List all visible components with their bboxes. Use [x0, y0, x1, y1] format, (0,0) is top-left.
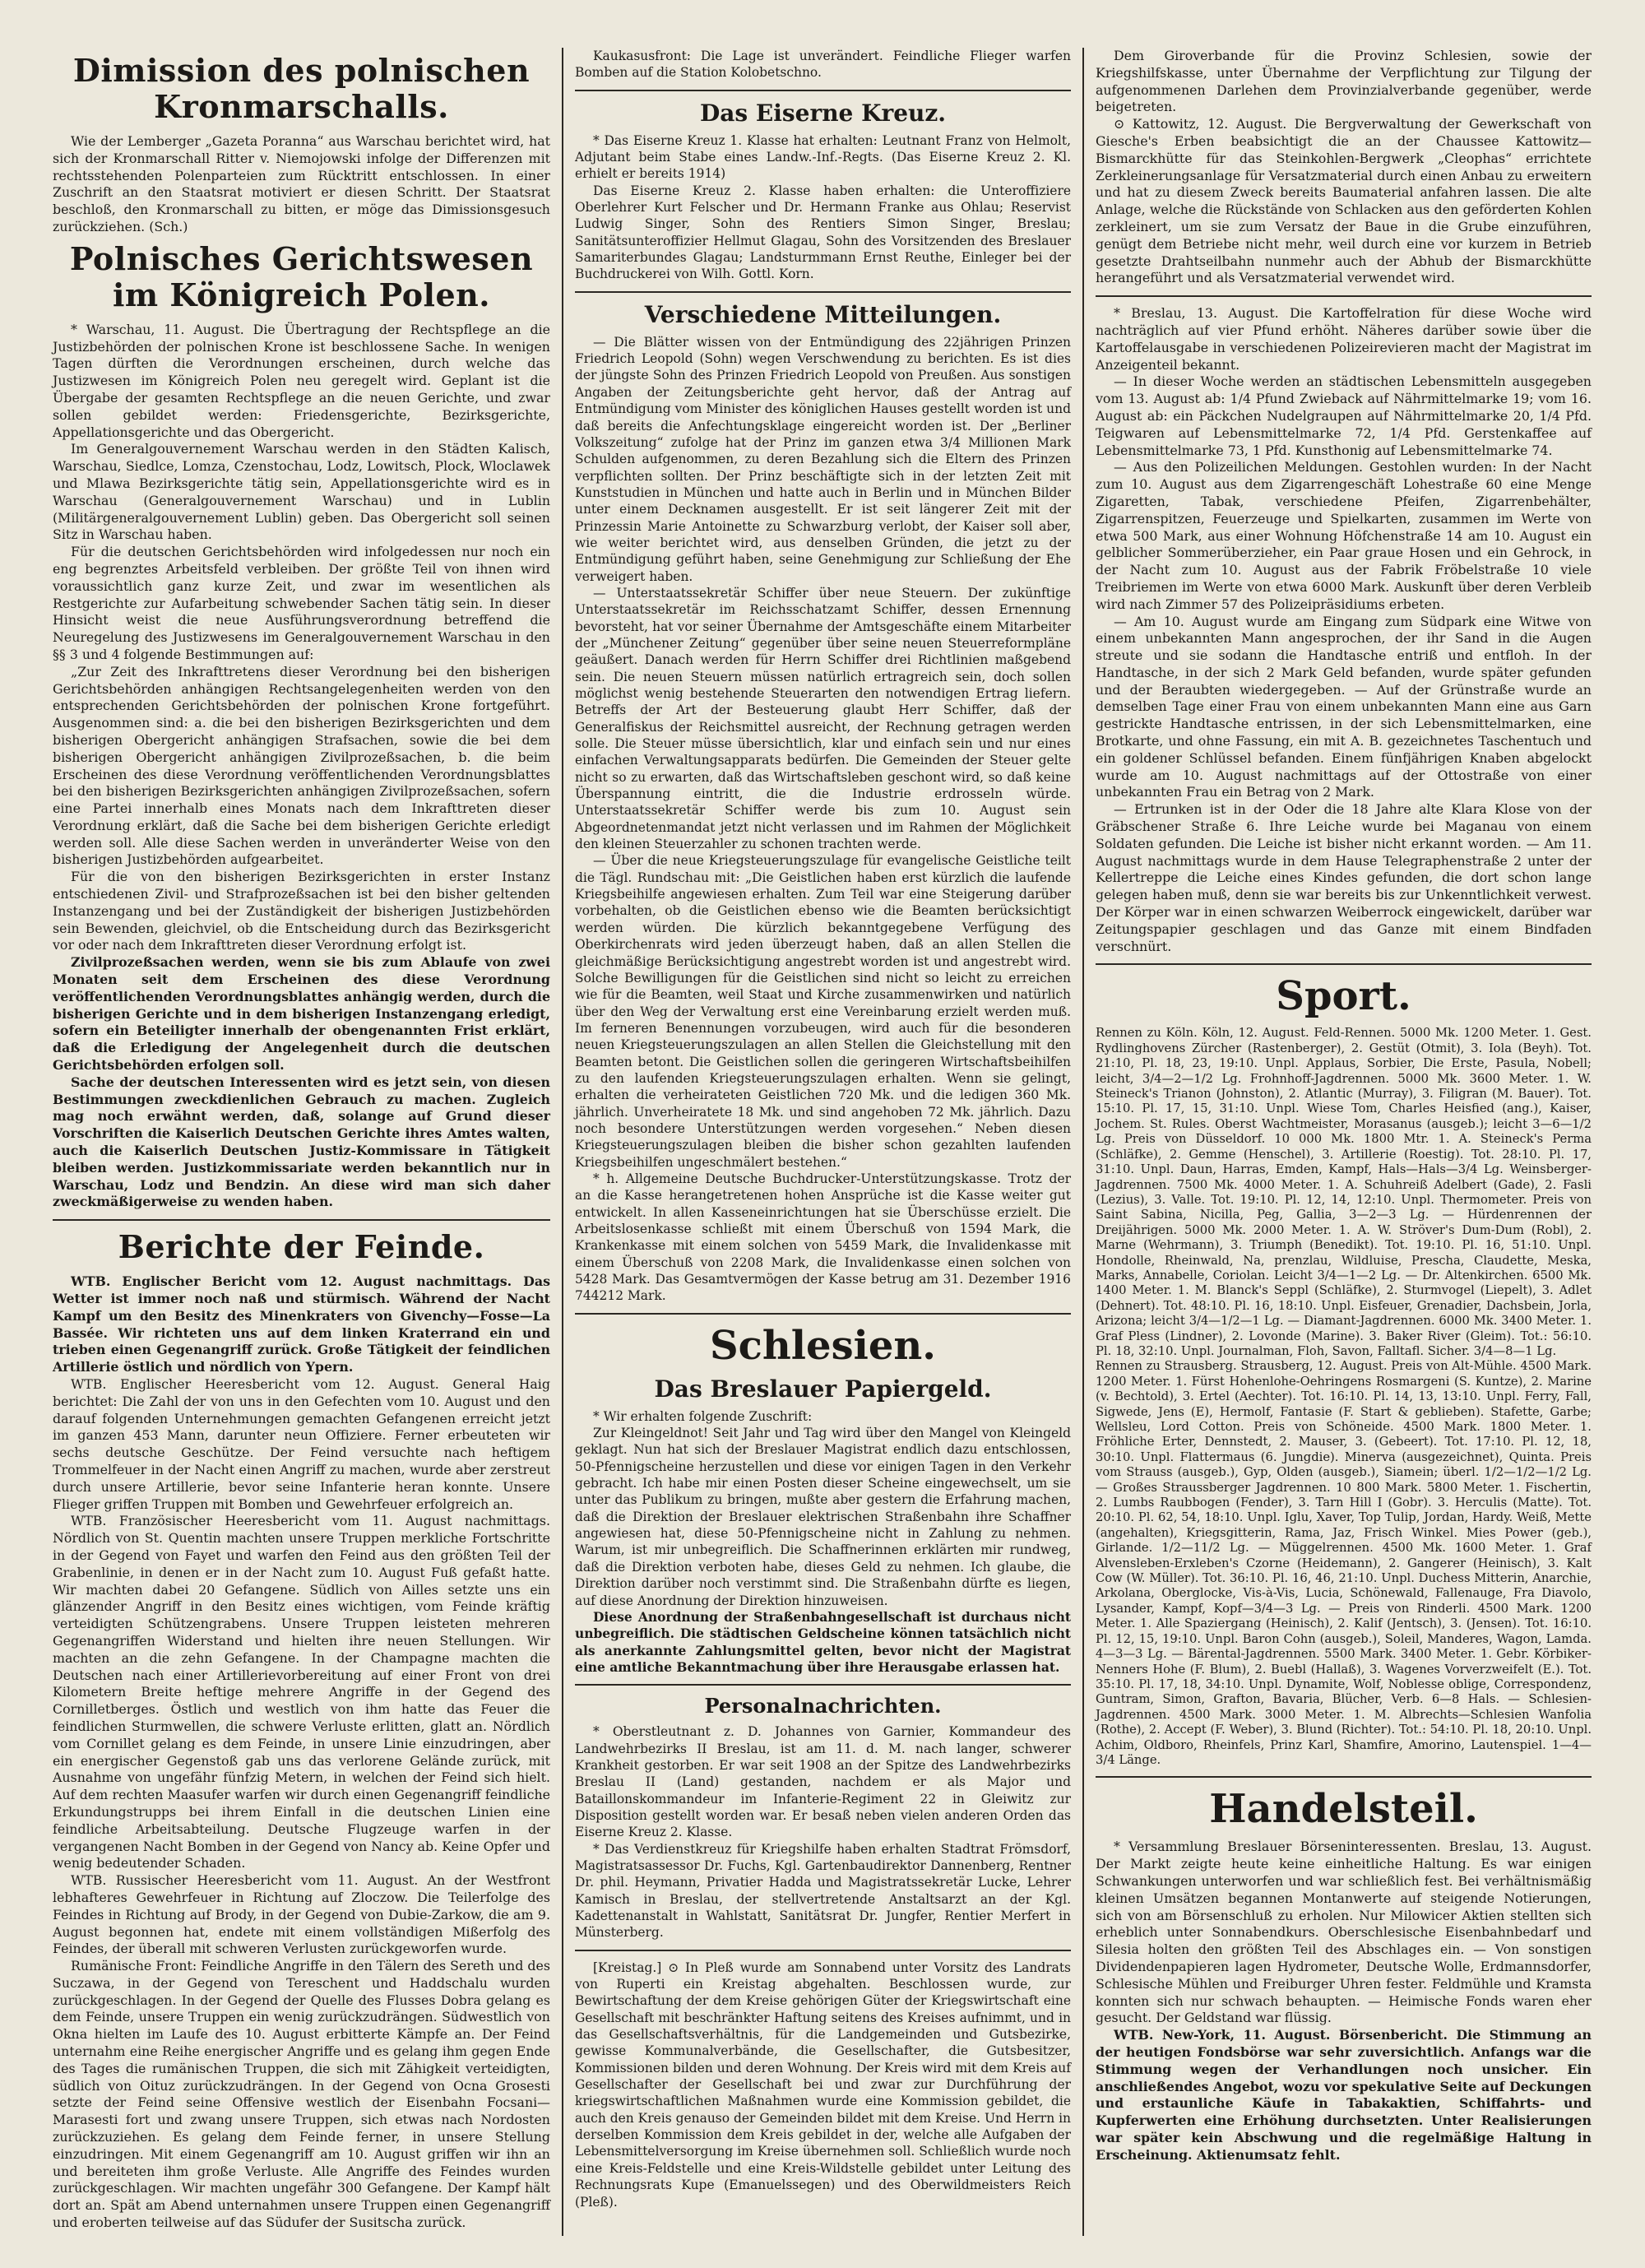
article-paragraph: WTB. Französischer Heeresbericht vom 11. August nachmittags. Nördlich von St. Quentin machten unsere Truppen merkliche Fortschritte in der Gegend von Fayet und warfen den Feind aus den größten Teil der Grabenlinie, in denen er in der Nacht zum 10. August Fuß gefaßt hatte. Wir machten dabei 20 Gefangene. Südlich von Ailles setzte uns ein glänzender Angriff in den Besitz eines wichtigen, vom Feinde kräftig verteidigten Schützengrabens. Unsere Truppen leisteten mehreren Gegenangriffen Widerstand und hielten ihre neuen Stellungen. Wir machten an die zehn Gefangene. In der Champagne machten die Deutschen nach einer Artillerievorbereitung auf einer Front von drei Kilometern Breite heftige mehrere Angriffe in der Gegend des Cornilletberges. Östlich und westlich von ihm hatte das Feuer die feindlichen Sturmwellen, die schwere Verluste erlitten, glatt an. Nördlich vom Cornillet gelang es dem Feinde, in unsere Linie einzudringen, aber ein energischer Gegenstoß gab uns das verlorene Gelände zurück, mit Ausnahme von ungefähr fünfzig Metern, in welchen der Feind sich hielt. Auf dem rechten Maasufer warfen wir durch einen Gegenangriff feindliche Erkundungstrupps bei ihrem Einfall in die deutschen Linien eine feindliche Arbeitsabteilung. Deutsche Flugzeuge warfen in der vergangenen Nacht Bomben in der Gegend von Nancy ab. Keine Opfer und wenig bedeutender Schaden. [53, 1513, 550, 1871]
section-divider [1096, 963, 1592, 965]
section-heading: Schlesien. [710, 1322, 936, 1369]
article-paragraph: — Die Blätter wissen von der Entmündigung des 22jährigen Prinzen Friedrich Leopold (Sohn) wegen Verschwendung zu berichten. Es ist dies der jüngste Sohn des Prinzen Friedrich Leopold von Preußen. Aus sonstigen Angaben der Zeitungsberichte geht hervor, daß der Antrag auf Entmündigung vom Minister des königlichen Hauses gestellt worden ist und daß bereits die Anfechtungsklage eingereicht worden ist. Der „Berliner Volkszeitung“ zufolge hat der Prinz im ganzen etwa 3/4 Millionen Mark Schulden aufgenommen, zu deren Bezahlung sich die Eltern des Prinzen verpflichten sollten. Der Prinz beschäftigte sich in der letzten Zeit mit Kunststudien in München und hatte auch in Berlin und in München Bilder unter einem Decknamen ausgestellt. Er ist seit längerer Zeit mit der Prinzessin Marie Antoinette zu Schwarzburg verlobt, der Kaiser soll aber, wie weiter berichtet wird, aus denselben Gründen, die jetzt zu der Entmündigung geführt haben, seine Genehmigung zur Schließung der Ehe verweigert haben. [575, 334, 1071, 584]
article-paragraph: ⊙ Kattowitz, 12. August. Die Bergverwaltung der Gewerkschaft von Giesche's Erben beabsichtigt die an der Chaussee Kattowitz—Bismarckhütte für das Steinkohlen-Bergwerk „Cleophas“ errichtete Zerkleinerungsanlage für Versatzmaterial durch einen Anbau zu erweitern und hat zu diesem Zweck bereits Baumaterial anfahren lassen. Die alte Anlage, welche die Rückstände von Schlacken aus den geförderten Kohlen zerkleinert, um sie zum Versatz der Baue in die Grube einzuführen, genügt dem Betriebe nicht mehr, weil durch eine vor kurzem in Betrieb gesetzte Drahtseilbahn nunmehr auch der Abhub der Bismarckhütte herangeführt und als Versatzmaterial verwendet wird. [1096, 116, 1592, 286]
article-paragraph: Wie der Lemberger „Gazeta Poranna“ aus Warschau berichtet wird, hat sich der Kronmarschall Ritter v. Niemojowski infolge der Differenzen mit rechtsstehenden Polenparteien zum Rücktritt entschlossen. In einer Zuschrift an den Staatsrat motiviert er diesen Schritt. Der Staatsrat beschloß, den Kronmarschall zu bitten, er möge das Dimissionsgesuch zurückziehen. (Sch.) [53, 133, 550, 234]
column-right [1082, 48, 1603, 2236]
article-paragraph: * Versammlung Breslauer Börseninteressenten. Breslau, 13. August. Der Markt zeigte heute keine einheitliche Haltung. Es war einigen Schwankungen unterworfen und war schließlich fest. Bei verhältnismäßig kleinen Umsätzen begannen Montanwerte auf steigende Notierungen, sich von am Börsenschluß zu erholen. Nur Milowicer Aktien stellten sich erheblich unter Sonnabendkurs. Oberschlesische Eisenbahnbedarf und Silesia holten den größten Teil des Abschlages ein. — Von sonstigen Dividendenpapieren lagen Hydrometer, Deutsche Wolle, Erdmannsdorfer, Schlesische Mühlen und Freiburger Uhren fester. Feldmühle und Kramsta konnten sich nur schwach behaupten. — Heimische Fonds waren eher gesucht. Der Geldstand war flüssig. [1096, 1839, 1592, 2026]
article-paragraph: — In dieser Woche werden an städtischen Lebensmitteln ausgegeben vom 13. August ab: 1/4 Pfund Zwieback auf Nährmittelmarke 19; vom 16. August ab: ein Päckchen Nudelgraupen auf Nährmittelmarke 20, 1/4 Pfd. Teigwaren auf Lebensmittelmarke 72, 1/4 Pfd. Gerstenkaffee auf Lebensmittelmarke 73, 1 Pfd. Kunsthonig auf Lebensmittelmarke 74. [1096, 373, 1592, 458]
article-paragraph: WTB. Englischer Heeresbericht vom 12. August. General Haig berichtet: Die Zahl der von uns in den Gefechten vom 10. August und den darauf folgenden Unternehmungen gemachten Gefangenen erreicht jetzt im ganzen 453 Mann, darunter neun Offiziere. Ferner erbeuteten wir sechs deutsche Geschütze. Der Feind versuchte nach heftigem Trommelfeuer in der Nacht einen Angriff zu machen, wurde aber zerstreut durch unsere Artillerie, bevor seine Infanterie heran konnte. Unsere Flieger griffen Truppen mit Bomben und Gewehrfeuer erfolgreich an. [53, 1376, 550, 1512]
article-paragraph: — Aus den Polizeilichen Meldungen. Gestohlen wurden: In der Nacht zum 10. August aus dem Zigarrengeschäft Lohestraße 60 eine Menge Zigaretten, Tabak, verschiedene Pfeifen, Zigarrenbehälter, Zigarrenspitzen, Feuerzeuge und Spielkarten, zusammen im Werte von etwa 500 Mark, aus einer Wohnung Höfchenstraße 14 am 10. August ein gelblicher Sommerüberzieher, ein Paar graue Hosen und ein Gehrock, in der Nacht zum 10. August aus der Fabrik Fröbelstraße 10 viele Treibriemen im Werte von etwa 6000 Mark. Auskunft über deren Verbleib wird nach Zimmer 57 des Polizeipräsidiums erbeten. [1096, 459, 1592, 612]
article-paragraph: Das Eiserne Kreuz 2. Klasse haben erhalten: die Unteroffiziere Oberlehrer Kurt Felscher und Dr. Hermann Franke aus Ohlau; Reservist Ludwig Singer, Sohn des Rentiers Simon Singer, Breslau; Sanitätsunteroffizier Hellmut Glagau, Sohn des Vorsitzenden des Breslauer Samariterbundes Glagau; Landsturmmann Ernst Reuthe, Einleger bei der Buchdruckerei von Wilh. Gottl. Korn. [575, 183, 1071, 282]
article-paragraph: Diese Anordnung der Straßenbahngesellschaft ist durchaus nicht unbegreiflich. Die städtischen Geldscheine können tatsächlich nicht als anerkannte Zahlungsmittel gelten, bevor nicht der Magistrat eine amtliche Bekanntmachung über ihre Herausgabe erlassen hat. [575, 1608, 1071, 1675]
section-divider [575, 1950, 1071, 1951]
article-headline: Das Eiserne Kreuz. [699, 99, 947, 127]
section-divider [575, 90, 1071, 91]
article-paragraph: [Kreistag.] ⊙ In Pleß wurde am Sonnabend unter Vorsitz des Landrats von Ruperti ein Kreistag abgehalten. Beschlossen wurde, zur Bewirtschaftung der dem Kreise gehörigen Güter der Kriegswirtschaft eine Gesellschaft mit beschränkter Haftung seitens des Kreises aufnimmt, und in das Gesellschaftsverhältnis, für die Landgemeinden und Gutsbezirke, gewisse Kommunalverbände, die Gesellschafter, die Gutsbesitzer, Kommissionen bilden und deren Wohnung. Der Kreis wird mit dem Kreis auf Gesellschafter der Gesellschaft bei und zwar zur Durchführung der kriegswirtschaftlichen Maßnahmen wurde eine Kommission gebildet, die auch den Kreis genauso der Gemeinden bildet mit dem Kreise. Und Herrn in derselben Kommission dem Kreis gebildet in der, welche alle Aufgaben der Lebensmittelversorgung im Kreise übernehmen soll. Schließlich wurde noch eine Kreis-Feldstelle und eine Kreis-Wildstelle gebildet unter Leitung des Rechnungsrats Kupe (Emanuelssegen) und des Oberwildmeisters Reich (Pleß). [575, 1960, 1071, 2210]
article-paragraph: — Unterstaatssekretär Schiffer über neue Steuern. Der zukünftige Unterstaatssekretär im Reichsschatzamt Schiffer, dessen Ernennung bevorsteht, hat vor seiner Übernahme der Amtsgeschäfte einem Mitarbeiter der „Münchener Zeitung“ gegenüber über seine neuen Steuerreformpläne geäußert. Danach werden für Herrn Schiffer drei Richtlinien maßgebend sein. Die neuen Steuern müssen natürlich ertragreich sein, doch sollen möglichst wenig bestehende Steuerarten den notwendigen Ertrag liefern. Betreffs der Art der Besteuerung glaubt Herr Schiffer, daß der Generalfiskus der Reichsmittel ausreicht, der Rechnung getragen werden solle. Die Steuer müsse übersichtlich, klar und einfach sein und nur eines einfachen Verwaltungsapparats bedürfen. Die Gemeinden der Steuer gelte nicht so zu erwarten, daß das Wirtschaftsleben geschont wird, so daß keine Überspannung eintritt, die die Industrie erdrosseln würde. Unterstaatssekretär Schiffer werde bis zum 10. August sein Abgeordnetenmandat jetzt nicht verlassen und im Rahmen der Möglichkeit den kleinen Steuerzahler zu schonen trachten werde. [575, 585, 1071, 852]
article-headline: Das Breslauer Papiergeld. [654, 1375, 992, 1403]
column-middle [562, 48, 1082, 2236]
article-headline: Dimission des polnischen Kronmarschalls. [72, 52, 531, 125]
article-paragraph: * Breslau, 13. August. Die Kartoffelration für diese Woche wird nachträglich auf vier Pfund erhöht. Näheres darüber sowie über die Kartoffelausgabe in verschiedenen Polizeirevieren macht der Magistrat im Anzeigenteil bekannt. [1096, 305, 1592, 373]
article-headline: Verschiedene Mitteilungen. [644, 300, 1002, 328]
article-paragraph: Dem Giroverbande für die Provinz Schlesien, sowie der Kriegshilfskasse, unter Übernahme der Verpflichtung zur Tilgung der aufgenommenen Darlehen dem Provinzialverbande gegenüber, werde beigetreten. [1096, 48, 1592, 115]
article-paragraph: * Warschau, 11. August. Die Übertragung der Rechtspflege an die Justizbehörden der polnischen Krone ist beschlossene Sache. In wenigen Tagen dürften die Verordnungen erscheinen, durch welche das Justizwesen im Königreich Polen neu geregelt wird. Geplant ist die Übergabe der gesamten Rechtspflege an die neuen Gerichte, und zwar sollen gebildet werden: Friedensgerichte, Bezirksgerichte, Appellationsgerichte und das Obergericht. [53, 321, 550, 440]
section-divider [1096, 295, 1592, 297]
article-paragraph: * Das Verdienstkreuz für Kriegshilfe haben erhalten Stadtrat Frömsdorf, Magistratsassessor Dr. Fuchs, Kgl. Gartenbaudirektor Dannenberg, Rentner Dr. phil. Heymann, Privatier Hadda und Magistratssekretär Lucke, Lehrer Kamisch in Breslau, der stellvertretende Anstaltsarzt an der Kgl. Kadettenanstalt in Wahlstatt, Sanitätsrat Dr. Jungfer, Rentier Merfert in Münsterberg. [575, 1841, 1071, 1941]
column-left [41, 48, 562, 2236]
article-paragraph: * Das Eiserne Kreuz 1. Klasse hat erhalten: Leutnant Franz von Helmolt, Adjutant beim Stabe eines Landw.-Inf.-Regts. (Das Eiserne Kreuz 2. Kl. erhielt er bereits 1914) [575, 132, 1071, 182]
section-heading: Handelsteil. [1209, 1786, 1478, 1833]
article-paragraph: Kaukasusfront: Die Lage ist unverändert. Feindliche Flieger warfen Bomben auf die Station Kolobetschno. [575, 49, 1071, 81]
article-paragraph: Zivilprozeßsachen werden, wenn sie bis zum Ablaufe von zwei Monaten seit dem Erscheinen des diese Verordnung veröffentlichenden Verordnungsblattes anhängig werden, durch die bisherigen Gerichte und in dem bisherigen Instanzengang erledigt, sofern ein Beteiligter innerhalb der obengenannten Frist erklärt, daß die Erledigung der Angelegenheit durch die deutschen Gerichtsbehörden erfolgen soll. [53, 954, 550, 1074]
race-results: Rennen zu Strausberg. Strausberg, 12. August. Preis von Alt-Mühle. 4500 Mark. 1200 Meter. 1. Fürst Hohenlohe-Oehringens Rosmargeni (S. Kuntze), 2. Marine (v. Bechtold), 3. Ertel (Aechter). Tot. 16:10. Pl. 14, 13, 13:10. Unpl. Ferry, Fall, Sigwede, Jens (E), Hermolf, Fantasie (F. Start & geblieben). Stafette, Garbe; Wellsleu, Lord Cotton. Preis von Schöneide. 4500 Mark. 1800 Meter. 1. Fröhliche Erter, Dennstedt, 2. Mauser, 3. (Gebeert). Tot. 17:10. Pl. 12, 18, 30:10. Unpl. Flattermaus (6. Jungdie). Minerva (ausgezeichnet), Quinta. Preis vom Strauss (ausgeb.), Gyp, Olden (ausgeb.), Siamein; überl. 1/2—1/2—1/2 Lg. — Großes Straussberger Jagdrennen. 10 800 Mark. 5800 Meter. 1. Fischertin, 2. Lumbs Raubbogen (Fender), 3. Tarn Hill I (Gobr). 3. Herculis (Matte). Tot. 20:10. Pl. 62, 54, 18:10. Unpl. Iglu, Xaver, Top Tulip, Jordan, Hardy. Weiß, Mette (angehalten), Kriegsgitterin, Rama, Jaz, Frisch Winkel. Mies Power (geb.), Girlande. 1/2—11/2 Lg. — Müggelrennen. 4500 Mk. 1600 Meter. 1. Graf Alvensleben-Erxleben's Czorne (Heidemann), 2. Gangerer (Heinisch), 3. Kalt Cow (W. Müller). Tot. 36:10. Pl. 16, 46, 21:10. Unpl. Duchess Mitterin, Anarchie, Arkolana, Oberglocke, Vis-à-Vis, Lucia, Schönewald, Fallenauge, Fra Diavolo, Lysander, Kampf, Kopf—3/4—3 Lg. — Preis von Rinderli. 4500 Mark. 1200 Meter. 1. Alle Spaziergang (Heinisch), 2. Kalif (Jentsch), 3. (Jensen). Tot. 16:10. Pl. 12, 15, 19:10. Unpl. Baron Cohn (ausgeb.), Soleil, Manderes, Wagon, Lamda. 4—3—3 Lg. — Bärental-Jagdrennen. 5500 Mark. 3400 Meter. 1. Gebr. Körbiker-Nenners Hohe (F. Blum), 2. Buebl (Hallaß), 3. Wagenes Vorverzweifelt (E.). Tot. 35:10. Pl. 17, 18, 34:10. Unpl. Dynamite, Wolf, Noblesse oblige, Correspondenz, Guntram, Simon, Grafton, Bavaria, Blücher, Verb. 6—8 Hals. — Schlesien-Jagdrennen. 4500 Mark. 3000 Meter. 1. M. Albrechts—Schlesien Wanfolia (Rothe), 2. Accept (F. Weber), 3. Blund (Richter). Tot.: 54:10. Pl. 18, 20:10. Unpl. Achim, Oldboro, Rheinfels, Prinz Karl, Shamfire, Amorino, Lautenspiel. 1—4—3/4 Länge. [1096, 1359, 1592, 1767]
article-subheadline: Personalnachrichten. [704, 1694, 942, 1718]
article-paragraph: Für die deutschen Gerichtsbehörden wird infolgedessen nur noch ein eng begrenztes Arbeitsfeld verbleiben. Der größte Teil von ihnen wird voraussichtlich ganz kurze Zeit, und zwar im wesentlichen als Restgerichte zur Aufarbeitung schwebender Sachen tätig sein. In dieser Hinsicht weist die neue Ausführungsverordnung betreffend die Neuregelung des Justizwesens im Generalgouvernement Warschau in den §§ 3 und 4 folgende Bestimmungen auf: [53, 544, 550, 662]
article-paragraph: Rumänische Front: Feindliche Angriffe in den Tälern des Sereth und des Suczawa, in der Gegend von Tereschent und Haddschalu wurden zurückgeschlagen. In der Gegend der Quelle des Flusses Dobra gelang es dem Feinde, unsere Truppen ein wenig zurückzudrängen. Südwestlich von Okna hielten im Laufe des 10. August erbitterte Kämpfe an. Der Feind unternahm eine Reihe energischer Angriffe und es gelang ihm gegen Ende des Tages die rumänischen Truppen, die sich mit Zähigkeit verteidigten, südlich von Oituz zurückzudrängen. In der Gegend von Ocna Grosesti setzte der Feind seine Offensive westlich der Eisenbahn Focsani—Marasesti fort und zwang unsere Truppen, sich etwas nach Nordosten zurückzuziehen. Es gelang dem Feinde ferner, in unsere Stellung einzudringen. Mit einem Gegenangriff am 10. August griffen wir ihn an und bereiteten ihm große Verluste. Alle Angriffe des Feindes wurden zurückgeschlagen. Wir machten ungefähr 300 Gefangene. Der Kampf hält dort an. Spät am Abend unternahmen unsere Truppen einen Gegenangriff und eroberten teilweise auf das Südufer der Susitscha zurück. [53, 1958, 550, 2231]
section-divider [53, 1219, 550, 1221]
article-paragraph: Im Generalgouvernement Warschau werden in den Städten Kalisch, Warschau, Siedlce, Lomza, Czenstochau, Lodz, Lowitsch, Plock, Wloclawek und Mlawa Bezirksgerichte tätig sein, Appellationsgerichte wird es in Warschau (Generalgouvernement Warschau) und in Lublin (Militärgeneralgouvernement Lublin) geben. Das Obergericht soll seinen Sitz in Warschau haben. [53, 441, 550, 543]
section-divider [1096, 1776, 1592, 1778]
article-paragraph: — Über die neue Kriegsteuerungszulage für evangelische Geistliche teilt die Tägl. Rundschau mit: „Die Geistlichen haben erst kürzlich die laufende Kriegsbeihilfe angewiesen erhalten. Zum Teil war eine Steigerung darüber vorbehalten, ob die Geistlichen ebenso wie die Beamten berücksichtigt werden würden. Die kürzlich bekanntgegebene Verfügung des Oberkirchenrats wird jeden überzeugt haben, daß an allen Stellen die gleichmäßige Berücksichtigung angestrebt worden ist und angestrebt wird. Solche Bewilligungen für die Geistlichen sind nicht so leicht zu erreichen wie für die Beamten, weil Staat und Kirche zusammenwirken und natürlich über den Weg der Verwaltung erst eine Vereinbarung erzielt werden muß. Im ferneren Benennungen vorzubeugen, wird auch für die besonderen neuen Kriegsteuerungszulagen an allen Stellen die Gleichstellung mit den Beamten betont. Die Geistlichen sollen die geringeren Wirtschaftsbeihilfen zu den laufenden Kriegsteuerungszulagen erhalten. Wenn sie gelingt, erhalten die verheirateten Geistlichen 720 Mk. und die ledigen 360 Mk. jährlich. Unverheiratete 18 Mk. und sind angehoben 72 Mk. jährlich. Dazu noch besondere Unterstützungen werden vorgesehen.“ Neben diesen Kriegsteuerungszulagen bleiben die bisher schon gezahlten laufenden Kriegsbeihilfen ungeschmälert bestehen.“ [575, 853, 1071, 1170]
article-paragraph: WTB. Russischer Heeresbericht vom 11. August. An der Westfront lebhafteres Gewehrfeuer in Richtung auf Zloczow. Die Teilerfolge des Feindes in Richtung auf Brody, in der Gegend von Dubie-Zarkow, die am 9. August begonnen hat, endete mit einem vollständigen Mißerfolg des Feindes, der überall mit schweren Verlusten zurückgeworfen wurde. [53, 1872, 550, 1957]
article-paragraph: Sache der deutschen Interessenten wird es jetzt sein, von diesen Bestimmungen zweckdienlichen Gebrauch zu machen. Zugleich mag noch erwähnt werden, daß, solange auf Grund dieser Vorschriften die Kaiserlich Deutschen Gerichte ihres Amtes walten, auch die Kaiserlich Deutschen Justiz-Kommissare in Tätigkeit bleiben werden. Justizkommissariate werden bekanntlich nur in Warschau, Lodz und Bendzin. An diese wird man sich daher zweckmäßigerweise zu wenden haben. [53, 1074, 550, 1210]
section-divider [575, 1684, 1071, 1686]
article-paragraph: Zur Kleingeldnot! Seit Jahr und Tag wird über den Mangel von Kleingeld geklagt. Nun hat sich der Breslauer Magistrat endlich dazu entschlossen, 50-Pfennigscheine herzustellen und diese vor einigen Tagen in den Verkehr gebracht. Ich habe mir einen Posten dieser Scheine eingewechselt, um sie unter das Publikum zu bringen, mußte aber gestern die Erfahrung machen, daß die Direktion der Breslauer elektrischen Straßenbahn ihre Schaffner angewiesen hat, diese 50-Pfennigscheine nicht in Zahlung zu nehmen. Warum, ist mir unbegreiflich. Die Schaffnerinnen erklärten mir rundweg, daß die Direktion verboten habe, dieses Geld zu nehmen. Ich glaube, die Direktion darüber noch verstimmt sind. Die Straßenbahn dürfte es liegen, auf diese Anordnung der Direktion hinzuweisen. [575, 1426, 1071, 1608]
section-divider [575, 1313, 1071, 1315]
article-paragraph: WTB. Englischer Bericht vom 12. August nachmittags. Das Wetter ist immer noch naß und stürmisch. Während der Nacht Kampf um den Besitz des Minenkraters von Givenchy—Fosse—La Bassée. Wir richteten uns auf dem linken Kraterrand ein und trieben einen Gegenangriff zurück. Große Tätigkeit der feindlichen Artillerie östlich und nördlich von Ypern. [53, 1273, 550, 1375]
article-paragraph: Für die von den bisherigen Bezirksgerichten in erster Instanz entschiedenen Zivil- und Strafprozeßsachen ist bei den bisher geltenden Instanzengang und bei der Zuständigkeit der bisherigen Justizbehörden sein Bewenden, gleichviel, ob die Entscheidung durch das Bezirksgericht vor oder nach dem Inkrafttreten dieser Verordnung erfolgt ist. [53, 869, 550, 953]
article-paragraph: * Oberstleutnant z. D. Johannes von Garnier, Kommandeur des Landwehrbezirks II Breslau, ist am 11. d. M. nach langer, schwerer Krankheit gestorben. Er war seit 1908 an der Spitze des Landwehrbezirks Breslau II (Land) gestanden, nachdem er als Major und Bataillonskommandeur im Infanterie-Regiment 22 in Gleiwitz zur Disposition gestellt worden war. Er besaß neben vielen anderen Orden das Eiserne Kreuz 2. Klasse. [575, 1724, 1071, 1840]
article-paragraph: — Am 10. August wurde am Eingang zum Südpark eine Witwe von einem unbekannten Mann angesprochen, der ihr Sand in die Augen streute und sie sodann die Handtasche entriß und entfloh. In der Handtasche, in der sich 2 Mark Geld befanden, wurde später gefunden und der Beraubten wiedergegeben. — Auf der Grünstraße wurde an demselben Tage einer Frau von einem unbekannten Mann eine aus Garn gestrickte Handtasche entrissen, in der sich Lebensmittelmarken, eine Brotkarte, und ohne Fassung, ein mit A. B. gezeichnetes Taschentuch und ein goldener Schlüssel befanden. Einem fünfjährigen Knaben abgelockt wurde am 10. August nachmittags auf der Ottostraße von einer unbekannten Frau ein Betrag von 2 Mark. [1096, 613, 1592, 800]
article-paragraph: * h. Allgemeine Deutsche Buchdrucker-Unterstützungskasse. Trotz der an die Kasse herangetretenen hohen Ansprüche ist die Kasse weiter gut entwickelt. In allen Kasseneinrichtungen hat sie Überschüsse erzielt. Die Arbeitslosenkasse schließt mit einem Überschuß von 1594 Mark, die Krankenkasse mit einem solchen von 5459 Mark, die Invalidenkasse mit einem Überschuß von 2208 Mark, die Invalidenkasse einen solchen von 5428 Mark. Das Gesamtvermögen der Kasse betrug am 31. Dezember 1916 744212 Mark. [575, 1171, 1071, 1304]
article-paragraph: * Wir erhalten folgende Zuschrift: [593, 1408, 813, 1424]
article-paragraph: — Ertrunken ist in der Oder die 18 Jahre alte Klara Klose von der Gräbschener Straße 6. Ihre Leiche wurde bei Maganau von einem Soldaten gefunden. Die Leiche ist bisher nicht erkannt worden. — Am 11. August nachmittags wurde in dem Hause Telegraphenstraße 2 unter der Kellertreppe die Leiche eines Kindes gefunden, die dort schon lange gelegen haben muß, denn sie war bereits bis zur Unkenntlichkeit verwest. Der Körper war in einen schwarzen Weiberrock eingewickelt, darüber war Zeitungspapier geschlagen und das Ganze mit einem Bindfaden verschnürt. [1096, 801, 1592, 954]
article-paragraph: WTB. New-York, 11. August. Börsenbericht. Die Stimmung an der heutigen Fondsbörse war sehr zuversichtlich. Anfangs war die Stimmung wegen der Verhandlungen noch unsicher. Ein anschließendes Angebot, wozu vor spekulative Seite auf Deckungen und erstaunliche Käufe in Tabakaktien, Schiffahrts- und Kupferwerten eine Erhöhung durchsetzten. Unter Realisierungen war später kein Abschwung und die regelmäßige Haltung in Erscheinung. Aktienumsatz fehlt. [1096, 2027, 1592, 2163]
section-heading: Sport. [1276, 973, 1411, 1020]
section-divider [575, 291, 1071, 293]
race-results: Rennen zu Köln. Köln, 12. August. Feld-Rennen. 5000 Mk. 1200 Meter. 1. Gest. Rydlinghovens Zürcher (Rastenberger), 2. Gestüt (Otmit), 3. Iola (Beyh). Tot. 21:10, Pl. 18, 23, 19:10. Unpl. Applaus, Sorbier, Die Erste, Pasula, Nobell; leicht, 3/4—2—1/2 Lg. Frohnhoff-Jagdrennen. 5000 Mk. 3600 Meter. 1. W. Steineck's Trianon (Johnston), 2. Atlantic (Murray), 3. Filigran (M. Bauer). Tot. 15:10. Pl. 17, 15, 31:10. Unpl. Wiese Tom, Charles Heisfied (ang.), Kaiser, Jochem. St. Rules. Oberst Wachtmeister, Morasanus (ausgeb.); leicht 3—6—1/2 Lg. Preis von Düsseldorf. 10 000 Mk. 1800 Mtr. 1. A. Steineck's Perma (Schläfke), 2. Gemme (Henschel), 3. Artillerie (Roestig). Tot. 28:10. Pl. 17, 31:10. Unpl. Daun, Harras, Emden, Kampf, Hals—Hals—3/4 Lg. Weinsberger-Jagdrennen. 7500 Mk. 4000 Meter. 1. A. Schuhreiß Adelbert (Gade), 2. Fasli (Lezius), 3. Valle. Tot. 19:10. Pl. 12, 14, 12:10. Unpl. Thermometer. Preis von Saint Sabina, Nicilla, Peg, Gallia, 3—2—3 Lg. — Hürdenrennen der Dreijährigen. 5000 Mk. 2000 Meter. 1. A. W. Ströver's Dum-Dum (Robl), 2. Marne (Wehrmann), 3. Triumph (Benedikt). Tot. 19:10. Pl. 16, 51:10. Unpl. Hondolle, Rheinwald, Na, prenzlau, Wildluise, Prescha, Claudette, Meska, Marks, Annabelle, Coriolan. Leicht 3/4—1—2 Lg. — Dr. Altenkirchen. 6500 Mk. 1400 Meter. 1. M. Blanck's Seppl (Schläfke), 2. Sturmvogel (Liepelt), 3. Adlet (Dehnert). Tot. 48:10. Pl. 16, 18:10. Unpl. Eisfeuer, Grenadier, Dachsbein, Jorla, Arizona; leicht 3/4—1/2—1 Lg. — Diamant-Jagdrennen. 6000 Mk. 3400 Meter. 1. Graf Pless (Lindner), 2. Lovonde (Marine). 3. Baker River (Gleim). Tot.: 56:10. Pl. 18, 32:10. Unpl. Journalman, Floh, Savon, Falltafl. Sicher. 3/4—8—1 Lg. [1096, 1026, 1592, 1358]
columns [41, 48, 1604, 2236]
article-headline: Polnisches Gerichtswesen im Königreich Polen. [69, 239, 534, 313]
article-headline: Berichte der Feinde. [118, 1228, 485, 1266]
article-paragraph: „Zur Zeit des Inkrafttretens dieser Verordnung bei den bisherigen Gerichtsbehörden anhängigen Rechtsangelegenheiten werden von den entsprechenden Gerichtsbehörden der polnischen Krone fortgeführt. Ausgenommen sind: a. die bei den bisherigen Bezirksgerichten und dem bisherigen Obergericht anhängigen Strafsachen, sowie die bei dem bisherigen Obergericht anhängigen Zivilprozeßsachen, b. die beim Erscheinen des diese Verordnung veröffentlichenden Verordnungsblattes bei den bisherigen Bezirksgerichten anhängigen Zivilprozeßsachen, sofern eine Partei innerhalb eines Monats nach dem Inkrafttreten dieser Verordnung erklärt, daß die Sache bei dem bisherigen Gerichte erledigt werden soll. Alle diese Sachen werden in unveränderter Weise von den bisherigen Justizbehörden aufgearbeitet. [53, 663, 550, 868]
